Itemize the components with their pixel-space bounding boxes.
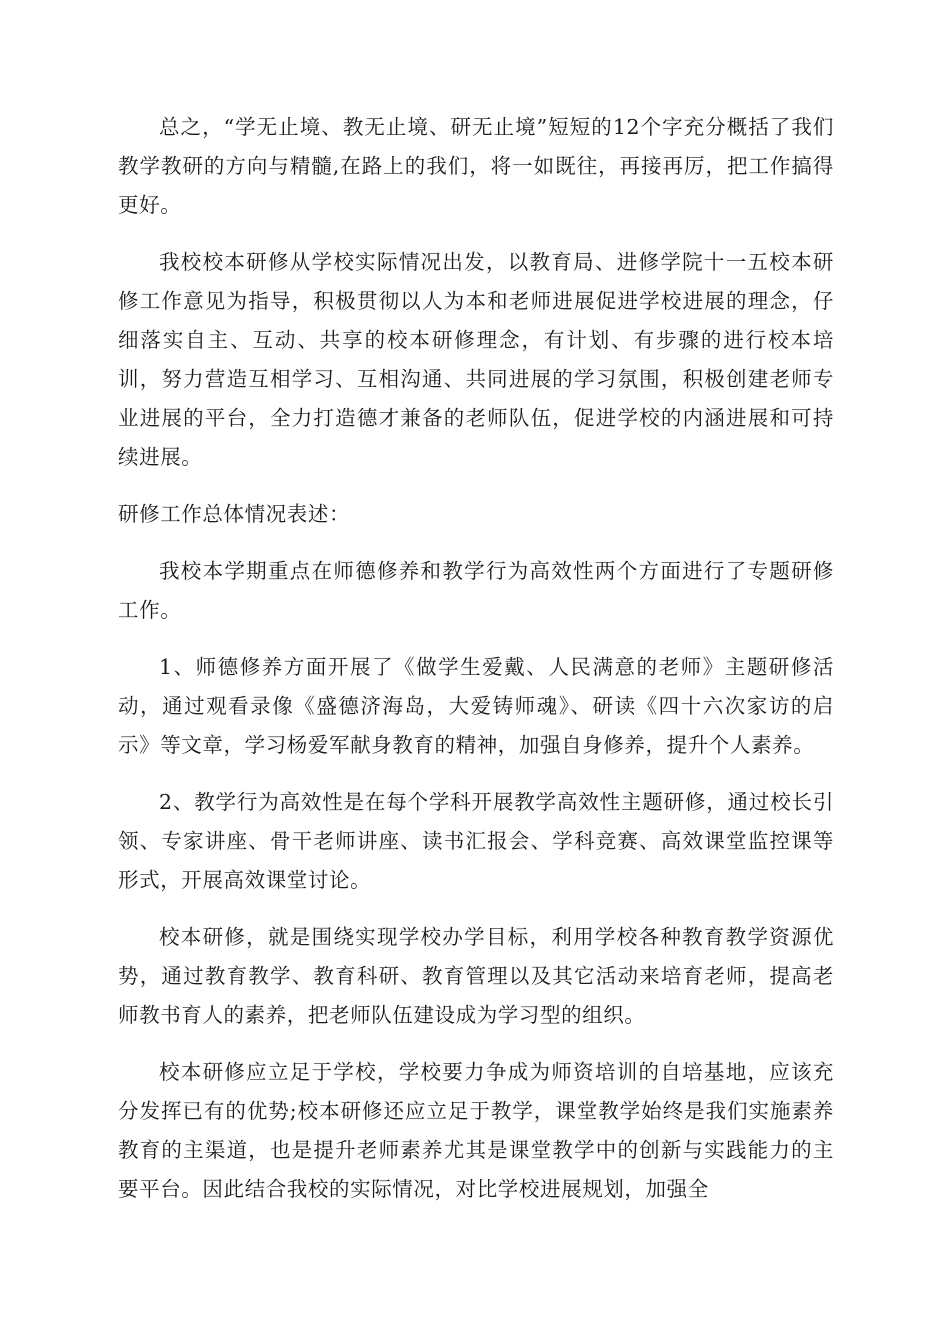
document-page [118, 108, 834, 1227]
paragraph-school-research-overview: 我校校本研修从学校实际情况出发，以教育局、进修学院十一五校本研修工作意见为指导，积极贯彻以人为本和老师进展促进学校进展的理念，仔细落实自主、互动、共享的校本研修理念，有计划、有步骤的进行校本培训，努力营造互相学习、互相沟通、共同进展的学习氛围，积极创建老师专业进展的平台，全力打造德才兼备的老师队伍，促进学校的内涵进展和可持续进展。 [118, 250, 834, 469]
paragraph-item-2-efficiency: 2、教学行为高效性是在每个学科开展教学高效性主题研修，通过校长引领、专家讲座、骨干老师讲座、读书汇报会、学科竞赛、高效课堂监控课等形式，开展高效课堂讨论。 [118, 790, 834, 892]
section-heading-overall-situation: 研修工作总体情况表述： [118, 502, 351, 526]
paragraph-item-1-ethics: 1、师德修养方面开展了《做学生爱戴、人民满意的老师》主题研修活动，通过观看录像《盛德济海岛，大爱铸师魂》、研读《四十六次家访的启示》等文章，学习杨爱军献身教育的精神，加强自身修养，提升个人素养。 [118, 655, 834, 757]
paragraph-summary: 总之，“学无止境、教无止境、研无止境”短短的12个字充分概括了我们教学教研的方向与精髓,在路上的我们，将一如既往，再接再厉，把工作搞得更好。 [118, 115, 834, 217]
paragraph-semester-focus: 我校本学期重点在师德修养和教学行为高效性两个方面进行了专题研修工作。 [118, 559, 834, 622]
paragraph-definition: 校本研修，就是围绕实现学校办学目标，利用学校各种教育教学资源优势，通过教育教学、教育科研、教育管理以及其它活动来培育老师，提高老师教书育人的素养，把老师队伍建设成为学习型的组织。 [118, 925, 834, 1027]
paragraph-foundation: 校本研修应立足于学校，学校要力争成为师资培训的自培基地，应该充分发挥已有的优势;校本研修还应立足于教学，课堂教学始终是我们实施素养教育的主渠道，也是提升老师素养尤其是课堂教学中的创新与实践能力的主要平台。因此结合我校的实际情况，对比学校进展规划，加强全 [118, 1060, 834, 1201]
